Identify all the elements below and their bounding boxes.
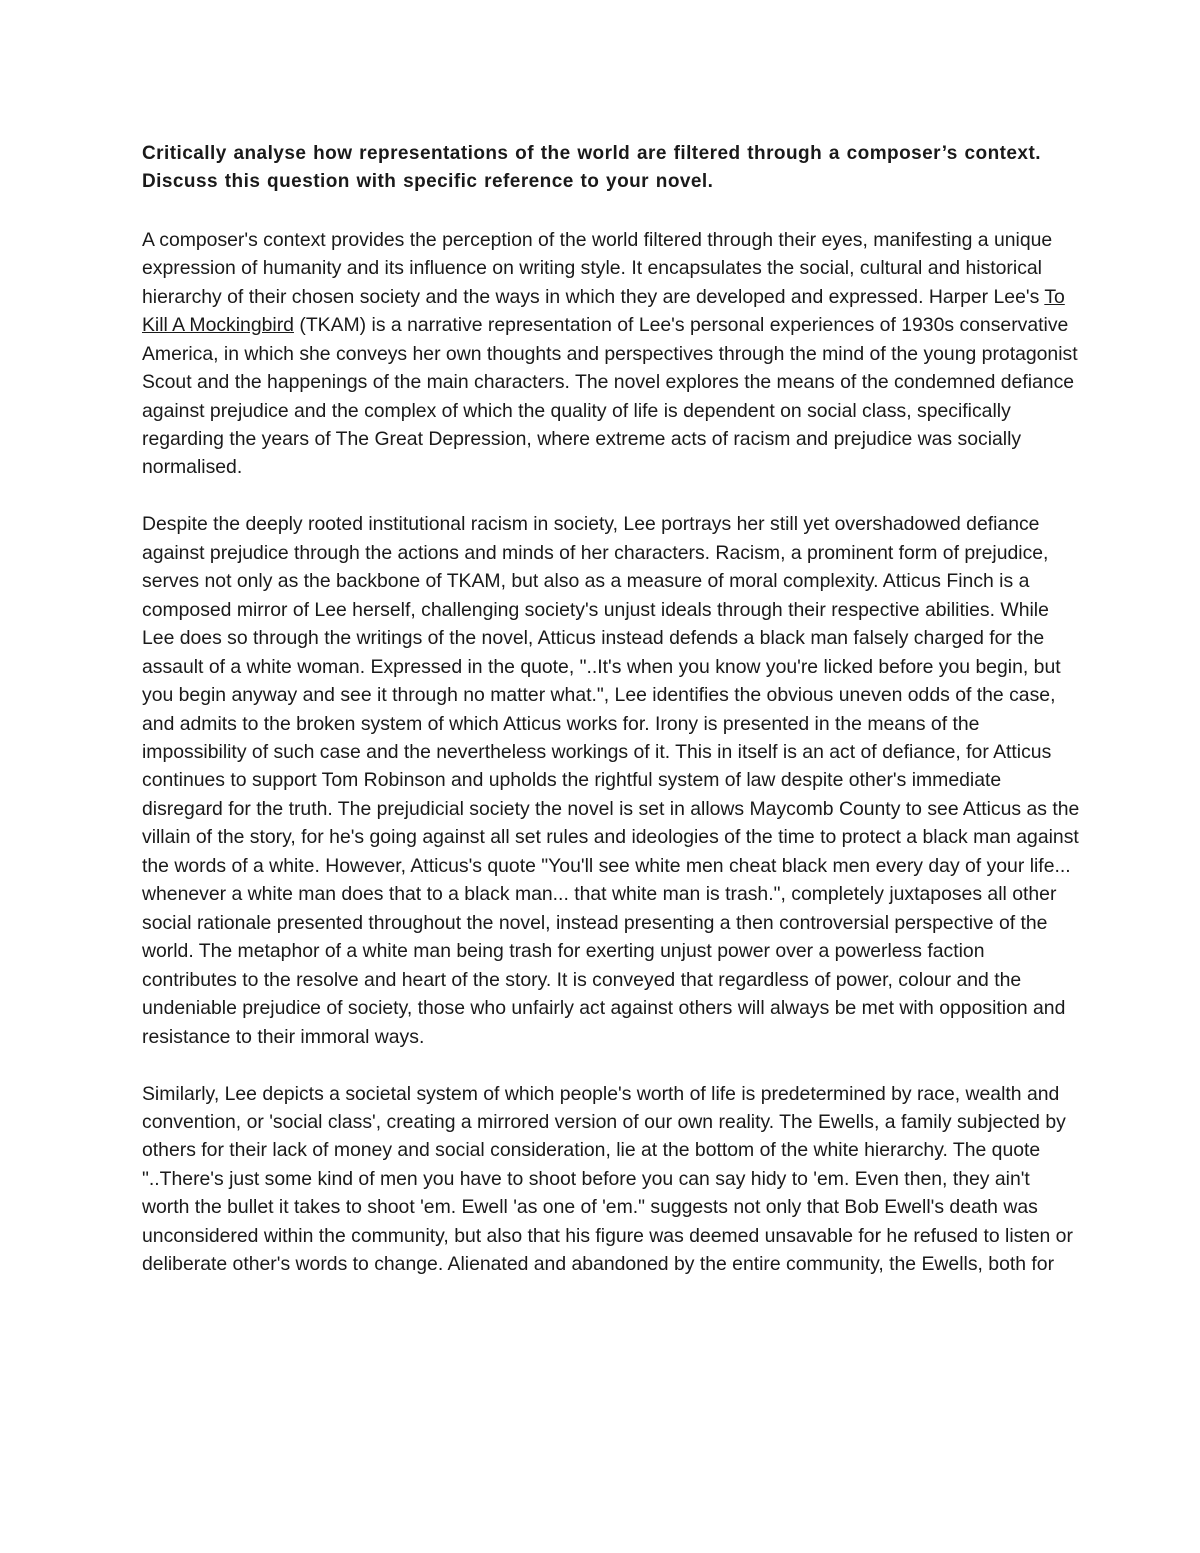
paragraph-introduction: [142, 226, 1082, 482]
paragraph-racism-defiance: Despite the deeply rooted institutional racism in society, Lee portrays her still yet overshadowed defiance against prejudice through the actions and minds of her characters. Racism, a prominent form of prejudice, serves not only as the backbone of TKAM, but also as a measure of moral complexity. Atticus Finch is a composed mirror of Lee herself, challenging society's unjust ideals through their respective abilities. While Lee does so through the writings of the novel, Atticus instead defends a black man falsely charged for the assault of a white woman. Expressed in the quote, "..It's when you know you're licked before you begin, but you begin anyway and see it through no matter what.", Lee identifies the obvious uneven odds of the case, and admits to the broken system of which Atticus works for. Irony is presented in the means of the impossibility of such case and the nevertheless workings of it. This in itself is an act of defiance, for Atticus continues to support Tom Robinson and upholds the rightful system of law despite other's immediate disregard for the truth. The prejudicial society the novel is set in allows Maycomb County to see Atticus as the villain of the story, for he's going against all set rules and ideologies of the time to protect a black man against the words of a white. However, Atticus's quote "You'll see white men cheat black men every day of your life... whenever a white man does that to a black man... that white man is trash.", completely juxtaposes all other social rationale presented throughout the novel, instead presenting a then controversial perspective of the world. The metaphor of a white man being trash for exerting unjust power over a powerless faction contributes to the resolve and heart of the story. It is conveyed that regardless of power, colour and the undeniable prejudice of society, those who unfairly act against others will always be met with opposition and resistance to their immoral ways.: [142, 513, 1080, 1048]
document-body: [142, 140, 1082, 1307]
paragraph-introduction-text-end: (TKAM) is a narrative representation of Lee's personal experiences of 1930s conservative America, in which she conveys her own thoughts and perspectives through the mind of the young protagonist Scout and the happenings of the main characters. The novel explores the means of the condemned defiance against prejudice and the complex of which the quality of life is dependent on social class, specifically regarding the years of The Great Depression, where extreme acts of racism and prejudice was socially normalised.: [142, 314, 1078, 479]
paragraph-social-class: Similarly, Lee depicts a societal system of which people's worth of life is predetermined by race, wealth and convention, or 'social class', creating a mirrored version of our own reality. The Ewells, a family subjected by others for their lack of money and social consideration, lie at the bottom of the white hierarchy. The quote "..There's just some kind of men you have to shoot before you can say hidy to 'em. Even then, they ain't worth the bullet it takes to shoot 'em. Ewell 'as one of 'em." suggests not only that Bob Ewell's death was unconsidered within the community, but also that his figure was deemed unsavable for he refused to listen or deliberate other's words to change. Alienated and abandoned by the entire community, the Ewells, both for: [142, 1082, 1073, 1276]
essay-question-heading: Critically analyse how representations of the world are filtered through a composer’s context. Discuss this question with specific reference to your novel.: [142, 143, 1041, 193]
paragraph-introduction-text-start: A composer's context provides the perception of the world filtered through their eyes, manifesting a unique expression of humanity and its influence on writing style. It encapsulates the social, cultural and historical hierarchy of their chosen society and the ways in which they are developed and expressed. Harper Lee's: [142, 228, 1053, 308]
book-title: To Kill A Mockingbird: [142, 285, 1065, 337]
